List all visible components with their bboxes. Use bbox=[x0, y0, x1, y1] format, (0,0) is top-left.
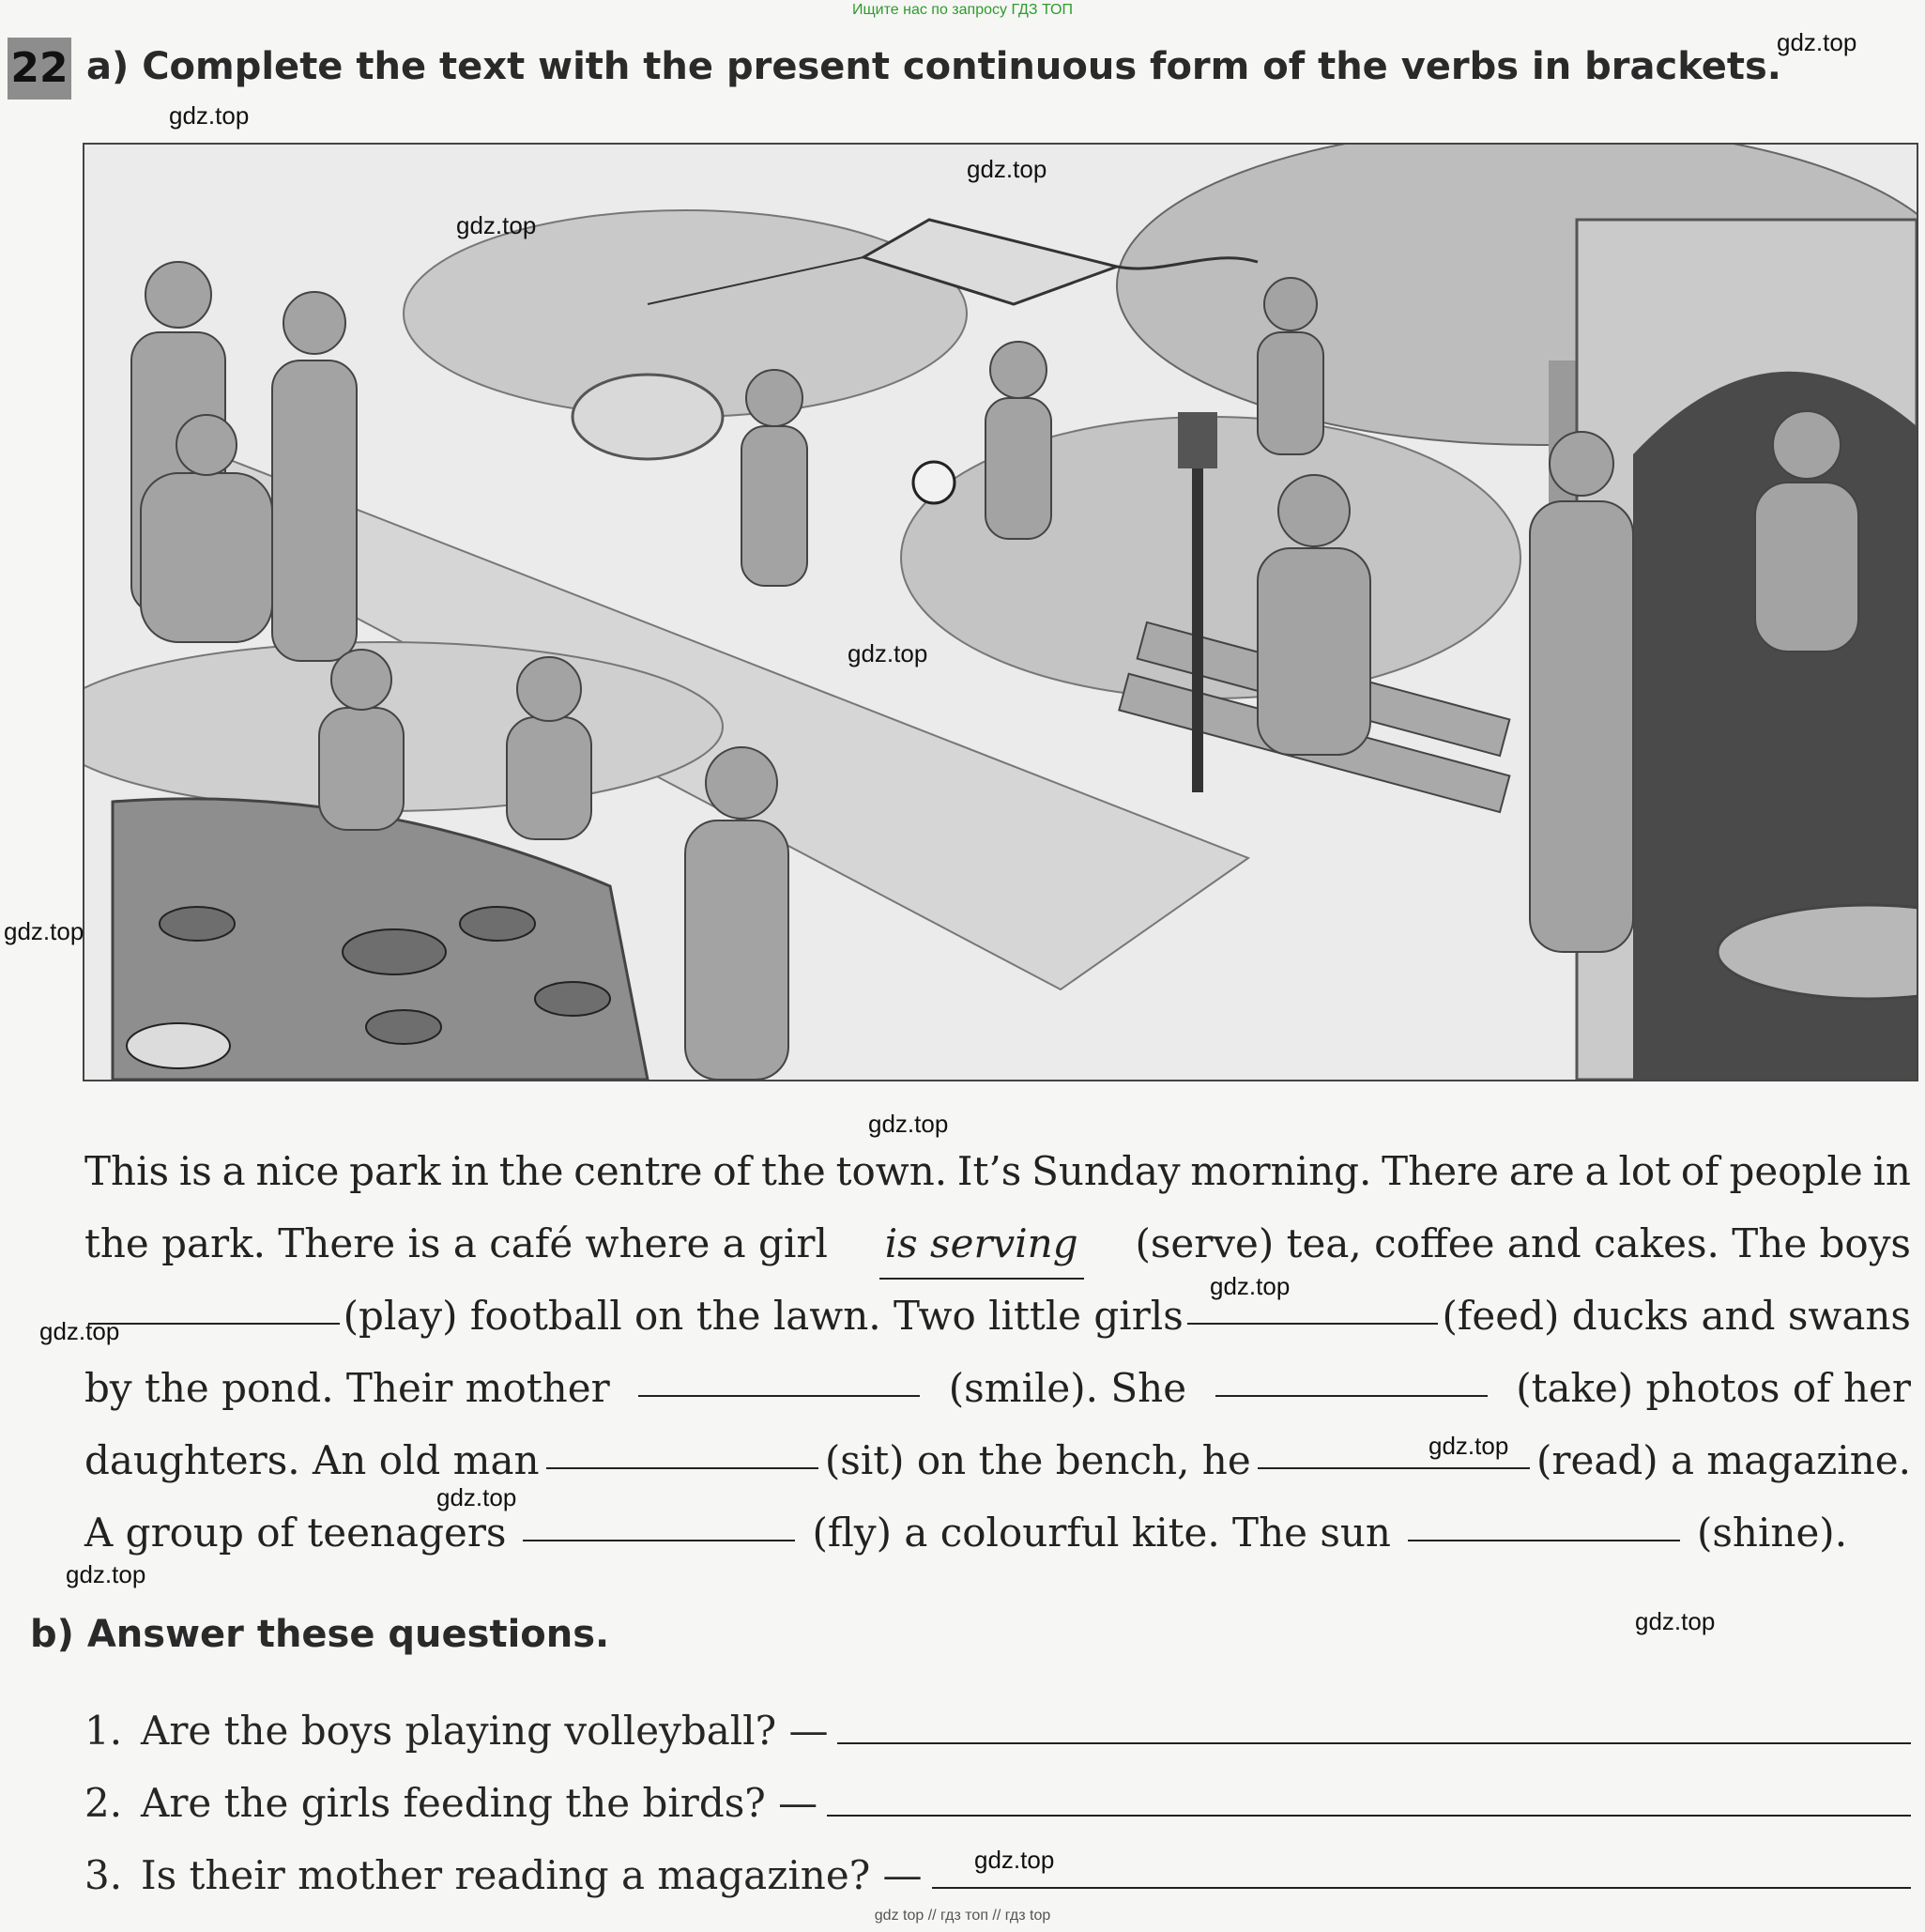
question-text: Are the boys playing volleyball? — bbox=[141, 1708, 829, 1754]
watermark: gdz.top bbox=[169, 101, 250, 130]
watermark: gdz.top bbox=[868, 1110, 949, 1138]
heading-part-a: a) Complete the text with the present continuous form of the verbs in brackets. bbox=[86, 45, 1781, 88]
example-answer: is serving bbox=[879, 1207, 1084, 1280]
watermark: gdz.top bbox=[974, 1846, 1055, 1874]
footer-note: gdz top // гдз топ // гдз top bbox=[874, 1908, 1051, 1924]
question-number: 1. bbox=[84, 1708, 123, 1754]
park-illustration bbox=[83, 143, 1918, 1081]
text-line-6: A group of teenagers (fly) a colourful kite. The sun (shine). bbox=[84, 1496, 1911, 1569]
answer-blank-take[interactable] bbox=[1215, 1352, 1488, 1397]
exercise-text bbox=[84, 1135, 1911, 1569]
answer-blank-play[interactable] bbox=[88, 1280, 340, 1325]
question-number: 2. bbox=[84, 1780, 123, 1826]
park-scene-drawing bbox=[84, 145, 1917, 1080]
text-line-2: the park. There is a café where a girl is serving (serve) tea, coffee and cakes. The boys bbox=[84, 1207, 1911, 1280]
watermark: gdz.top bbox=[39, 1317, 120, 1345]
answer-line[interactable] bbox=[932, 1853, 1911, 1889]
watermark: gdz.top bbox=[848, 639, 928, 667]
watermark: gdz.top bbox=[1210, 1272, 1291, 1300]
question-row bbox=[84, 1770, 1911, 1826]
question-text: Is their mother reading a magazine? — bbox=[141, 1852, 923, 1898]
watermark: gdz.top bbox=[1777, 28, 1857, 56]
watermark: gdz.top bbox=[436, 1483, 517, 1511]
question-text: Are the girls feeding the birds? — bbox=[141, 1780, 818, 1826]
text-line-1: This is a nice park in the centre of the town. It’s Sunday morning. There are a lot of people in bbox=[84, 1148, 1911, 1194]
watermark: gdz.top bbox=[66, 1560, 146, 1588]
watermark: gdz.top bbox=[456, 211, 537, 239]
heading-part-b: b) Answer these questions. bbox=[30, 1613, 610, 1656]
watermark: gdz.top bbox=[1635, 1607, 1716, 1635]
question-number: 3. bbox=[84, 1852, 123, 1898]
watermark: gdz.top bbox=[967, 155, 1047, 183]
exercise-number-badge: 22 bbox=[8, 38, 71, 100]
question-row bbox=[84, 1697, 1911, 1754]
text-line-3: (play) football on the lawn. Two little girls (feed) ducks and swans bbox=[84, 1280, 1911, 1352]
top-note: Ищите нас по запросу ГДЗ ТОП bbox=[852, 2, 1073, 18]
watermark: gdz.top bbox=[1428, 1432, 1509, 1460]
text-line-4: by the pond. Their mother (smile). She (take) photos of her bbox=[84, 1352, 1911, 1424]
answer-blank-fly[interactable] bbox=[523, 1496, 795, 1541]
answer-line[interactable] bbox=[827, 1781, 1911, 1817]
answer-blank-shine[interactable] bbox=[1408, 1496, 1680, 1541]
answer-blank-smile[interactable] bbox=[638, 1352, 920, 1397]
answer-line[interactable] bbox=[837, 1709, 1911, 1744]
watermark: gdz.top bbox=[4, 917, 84, 945]
text-line-5: daughters. An old man (sit) on the bench, he (read) a magazine. bbox=[84, 1424, 1911, 1496]
answer-blank-sit[interactable] bbox=[546, 1424, 818, 1469]
